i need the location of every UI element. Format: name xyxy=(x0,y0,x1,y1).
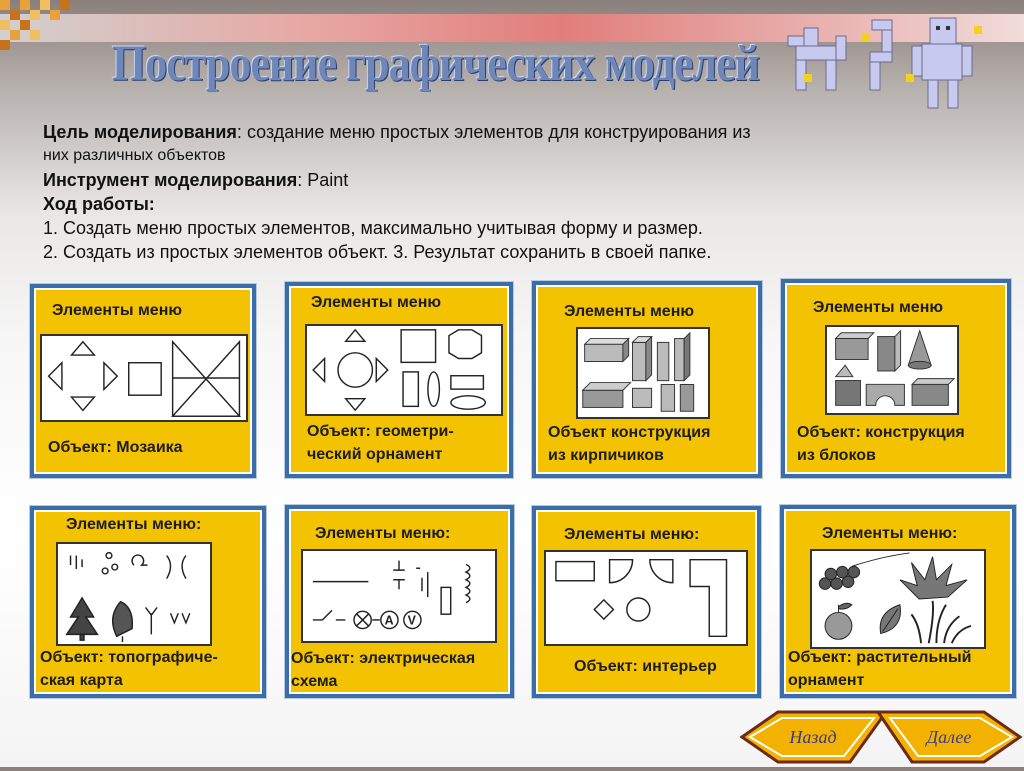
card-topographic-map[interactable] xyxy=(30,506,266,698)
card-footer-1: Объект: топографиче- xyxy=(40,649,218,666)
card-footer-2: ческий орнамент xyxy=(307,446,443,463)
card-menu-image xyxy=(40,334,248,422)
card-menu-image xyxy=(544,550,748,646)
goal-colon: : xyxy=(236,122,242,142)
robot-figures-illustration xyxy=(782,14,992,114)
card-header: Элементы меню xyxy=(311,294,442,311)
tool-label: Инструмент моделирования xyxy=(43,170,298,190)
card-header: Элементы меню xyxy=(813,299,944,316)
card-header: Элементы меню: xyxy=(822,525,958,542)
card-menu-image xyxy=(810,549,986,649)
card-footer-2: схема xyxy=(291,673,338,690)
card-menu-image xyxy=(305,324,503,416)
step-1: 1. Создать меню простых элементов, максимально учитывая форму и размер. xyxy=(43,218,703,238)
card-footer-2: орнамент xyxy=(788,672,865,689)
card-header: Элементы меню: xyxy=(315,525,451,542)
goal-label: Цель моделирования xyxy=(43,122,237,142)
card-footer-1: Объект: конструкция xyxy=(797,424,965,441)
slide-title: Построение графических моделей xyxy=(112,35,759,92)
card-footer-1: Объект: растительный xyxy=(788,649,972,666)
steps-label: Ход работы: xyxy=(43,194,155,214)
tool-text: Paint xyxy=(302,170,349,190)
back-button[interactable] xyxy=(738,708,888,766)
checker-decor xyxy=(0,0,80,60)
svg-text:A: A xyxy=(384,613,394,628)
intro-text xyxy=(43,120,963,264)
tool-colon: : xyxy=(297,170,303,190)
card-menu-image xyxy=(301,549,497,643)
card-header: Элементы меню: xyxy=(564,526,700,543)
card-menu-image xyxy=(576,327,710,419)
card-menu-image xyxy=(825,325,959,415)
card-footer-2: ская карта xyxy=(40,672,123,689)
card-header: Элементы меню xyxy=(564,303,695,320)
card-plant-ornament[interactable] xyxy=(780,505,1016,698)
card-footer-2: из блоков xyxy=(797,447,876,464)
step-2: 2. Создать из простых элементов объект. 3. Результат сохранить в своей папке. xyxy=(43,242,712,262)
card-footer-1: Объект конструкция xyxy=(548,424,711,441)
card-footer-1: Объект: электрическая xyxy=(291,650,476,667)
card-electric-circuit[interactable] xyxy=(285,505,514,698)
card-footer-2: из кирпичиков xyxy=(548,447,664,464)
card-footer-1: Объект: интерьер xyxy=(574,658,717,675)
card-menu-image xyxy=(56,542,212,646)
card-footer-1: Объект: геометри- xyxy=(307,423,454,440)
goal-text: создание меню простых элементов для конструирования из xyxy=(241,122,751,142)
card-mosaic[interactable] xyxy=(30,284,256,478)
next-label: Далее xyxy=(926,727,972,747)
back-label: Назад xyxy=(789,727,837,747)
card-header: Элементы меню xyxy=(52,302,183,319)
card-interior[interactable] xyxy=(532,506,761,698)
card-brick-construction[interactable] xyxy=(532,281,762,478)
svg-text:V: V xyxy=(407,613,416,628)
card-geometric-ornament[interactable] xyxy=(285,282,513,478)
card-footer-1: Объект: Мозаика xyxy=(48,439,183,456)
goal-text-2: них различных объектов xyxy=(43,147,226,164)
card-header: Элементы меню: xyxy=(66,516,202,533)
card-block-construction[interactable] xyxy=(781,279,1011,478)
next-button[interactable] xyxy=(874,708,1024,766)
